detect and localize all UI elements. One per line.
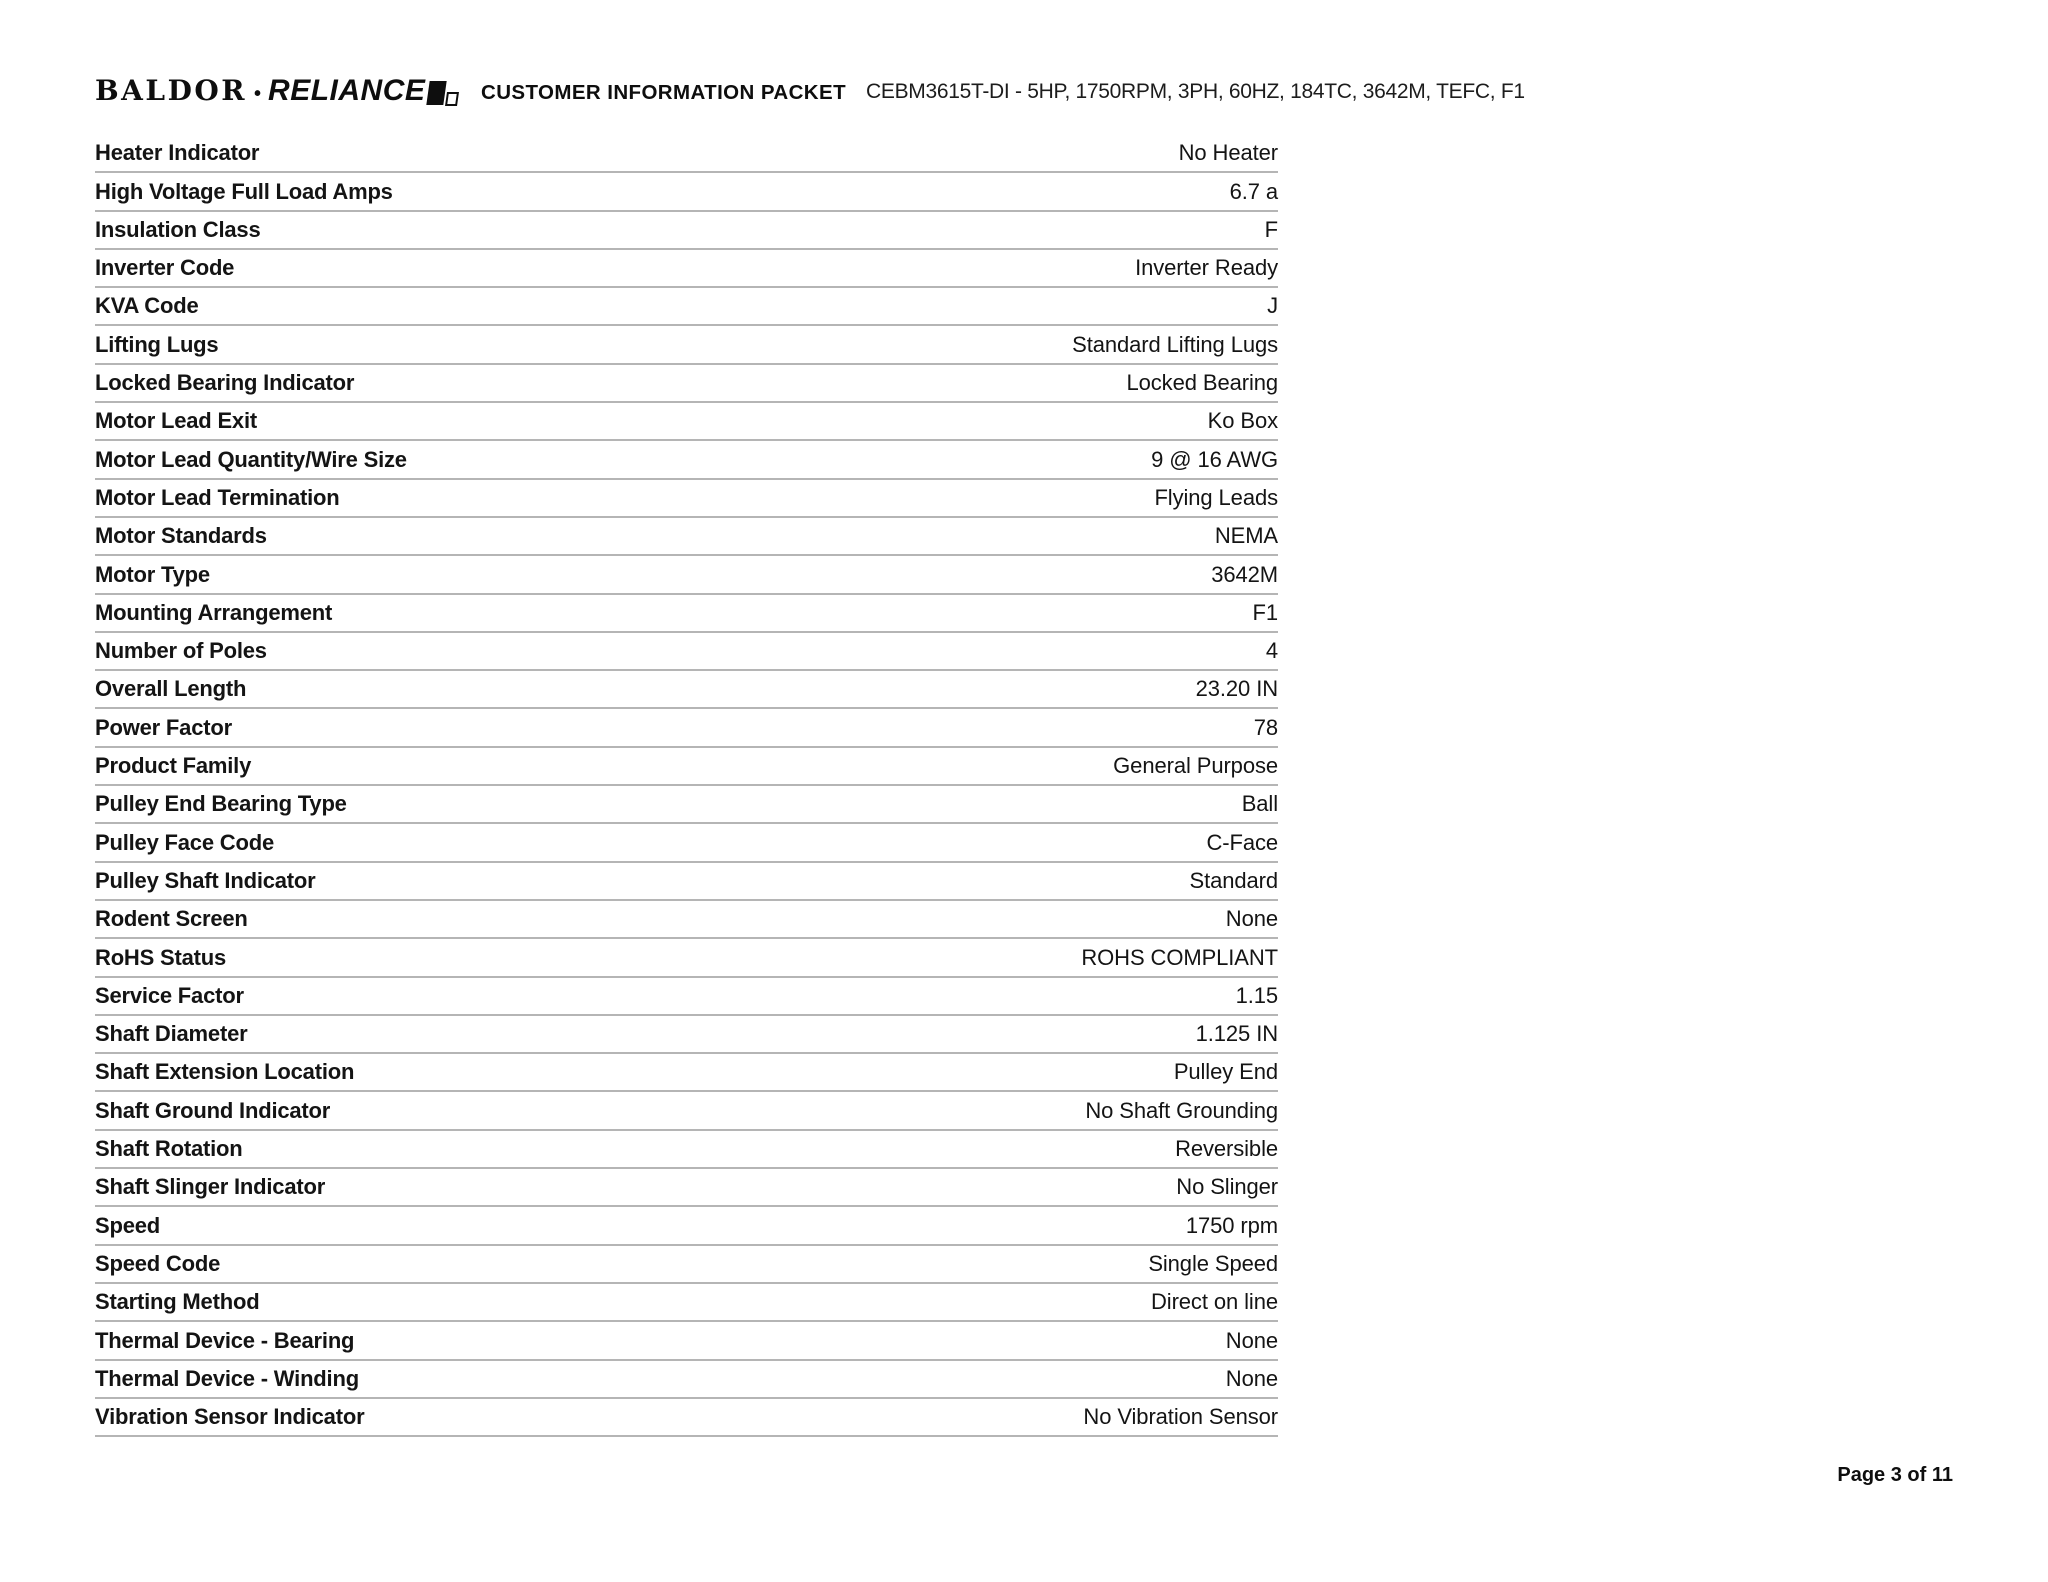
spec-value: Standard [1189, 867, 1278, 893]
spec-label: Motor Standards [95, 523, 267, 549]
spec-label: Overall Length [95, 676, 247, 702]
spec-label: High Voltage Full Load Amps [95, 178, 393, 204]
spec-value: Pulley End [1173, 1059, 1278, 1085]
table-row [95, 480, 1278, 518]
spec-value: None [1225, 1327, 1278, 1353]
spec-label: Starting Method [95, 1289, 260, 1315]
table-row [95, 173, 1278, 211]
spec-label: RoHS Status [95, 944, 227, 970]
spec-value: 1750 rpm [1185, 1212, 1278, 1238]
spec-value: Direct on line [1151, 1289, 1278, 1315]
reliance-wordmark: RELIANCE [268, 74, 426, 107]
spec-value: F1 [1252, 599, 1278, 625]
spec-value: Ball [1241, 791, 1278, 817]
table-row [95, 326, 1278, 364]
spec-label: Mounting Arrangement [95, 599, 333, 625]
table-row [95, 365, 1278, 403]
table-row [95, 1169, 1278, 1207]
table-row [95, 1207, 1278, 1245]
table-row [95, 1246, 1278, 1284]
spec-label: Pulley End Bearing Type [95, 791, 347, 817]
spec-value: J [1267, 293, 1278, 319]
table-row [95, 1284, 1278, 1322]
spec-table [95, 135, 1278, 1437]
table-row [95, 901, 1278, 939]
spec-label: Product Family [95, 753, 252, 779]
page-number: Page 3 of 11 [1837, 1464, 1953, 1486]
spec-label: Vibration Sensor Indicator [95, 1404, 365, 1430]
spec-value: 4 [1265, 638, 1278, 664]
table-row [95, 1092, 1278, 1130]
spec-value: 1.15 [1235, 982, 1278, 1008]
spec-value: Inverter Ready [1135, 255, 1278, 281]
reliance-r-logo-icon [428, 81, 458, 107]
spec-value: ROHS COMPLIANT [1081, 944, 1278, 970]
spec-value: 3642M [1211, 561, 1278, 587]
spec-label: Shaft Slinger Indicator [95, 1174, 326, 1200]
spec-label: Service Factor [95, 982, 244, 1008]
table-row [95, 1399, 1278, 1437]
table-row [95, 633, 1278, 671]
logo-dot-separator: • [254, 83, 262, 105]
table-row [95, 135, 1278, 173]
table-row [95, 939, 1278, 977]
table-row [95, 1054, 1278, 1092]
spec-label: Power Factor [95, 714, 232, 740]
table-row [95, 1131, 1278, 1169]
spec-value: None [1225, 1365, 1278, 1391]
table-row [95, 403, 1278, 441]
table-row [95, 824, 1278, 862]
spec-label: Motor Lead Exit [95, 408, 258, 434]
spec-label: Speed Code [95, 1250, 221, 1276]
spec-value: 78 [1253, 714, 1278, 740]
spec-value: C-Face [1206, 829, 1278, 855]
spec-value: Reversible [1175, 1136, 1278, 1162]
table-row [95, 786, 1278, 824]
reliance-mark-solid-square [427, 81, 447, 105]
spec-label: Rodent Screen [95, 906, 248, 932]
spec-value: No Slinger [1176, 1174, 1278, 1200]
table-row [95, 288, 1278, 326]
baldor-reliance-logo [95, 74, 458, 108]
spec-label: Pulley Shaft Indicator [95, 867, 316, 893]
spec-label: Locked Bearing Indicator [95, 370, 355, 396]
packet-title: CUSTOMER INFORMATION PACKET [481, 81, 846, 104]
spec-value: 9 @ 16 AWG [1151, 446, 1278, 472]
spec-value: 23.20 IN [1195, 676, 1278, 702]
spec-label: Shaft Diameter [95, 1021, 248, 1047]
spec-value: No Heater [1178, 140, 1278, 166]
spec-label: Motor Lead Termination [95, 484, 340, 510]
table-row [95, 1361, 1278, 1399]
spec-value: Standard Lifting Lugs [1072, 331, 1278, 357]
spec-label: Thermal Device - Bearing [95, 1327, 355, 1353]
table-row [95, 748, 1278, 786]
spec-value: Flying Leads [1154, 484, 1278, 510]
spec-label: Motor Type [95, 561, 210, 587]
page-header [0, 0, 2048, 120]
table-row [95, 441, 1278, 479]
table-row [95, 1322, 1278, 1360]
spec-label: Pulley Face Code [95, 829, 274, 855]
spec-label: Insulation Class [95, 216, 261, 242]
baldor-wordmark: BALDOR [95, 74, 248, 107]
spec-value: No Shaft Grounding [1085, 1097, 1278, 1123]
table-row [95, 863, 1278, 901]
spec-value: NEMA [1214, 523, 1278, 549]
table-row [95, 250, 1278, 288]
reliance-mark-outline-square [445, 92, 459, 106]
spec-value: No Vibration Sensor [1083, 1404, 1278, 1430]
spec-label: Thermal Device - Winding [95, 1365, 359, 1391]
spec-label: Inverter Code [95, 255, 235, 281]
spec-value: Locked Bearing [1126, 370, 1278, 396]
table-row [95, 671, 1278, 709]
spec-value: General Purpose [1113, 753, 1278, 779]
spec-label: Number of Poles [95, 638, 267, 664]
spec-label: Shaft Ground Indicator [95, 1097, 331, 1123]
motor-model-spec-line: CEBM3615T-DI - 5HP, 1750RPM, 3PH, 60HZ, 184TC, 3642M, TEFC, F1 [866, 80, 1525, 103]
spec-label: Shaft Rotation [95, 1136, 243, 1162]
spec-value: None [1225, 906, 1278, 932]
table-row [95, 709, 1278, 747]
spec-label: KVA Code [95, 293, 199, 319]
table-row [95, 556, 1278, 594]
spec-value: 1.125 IN [1195, 1021, 1278, 1047]
table-row [95, 212, 1278, 250]
spec-value: Ko Box [1207, 408, 1278, 434]
spec-label: Heater Indicator [95, 140, 260, 166]
spec-value: Single Speed [1148, 1250, 1278, 1276]
spec-label: Shaft Extension Location [95, 1059, 355, 1085]
spec-label: Lifting Lugs [95, 331, 219, 357]
spec-label: Motor Lead Quantity/Wire Size [95, 446, 407, 472]
spec-value: 6.7 a [1229, 178, 1278, 204]
spec-label: Speed [95, 1212, 161, 1238]
spec-value: F [1264, 216, 1278, 242]
table-row [95, 518, 1278, 556]
table-row [95, 595, 1278, 633]
table-row [95, 978, 1278, 1016]
table-row [95, 1016, 1278, 1054]
